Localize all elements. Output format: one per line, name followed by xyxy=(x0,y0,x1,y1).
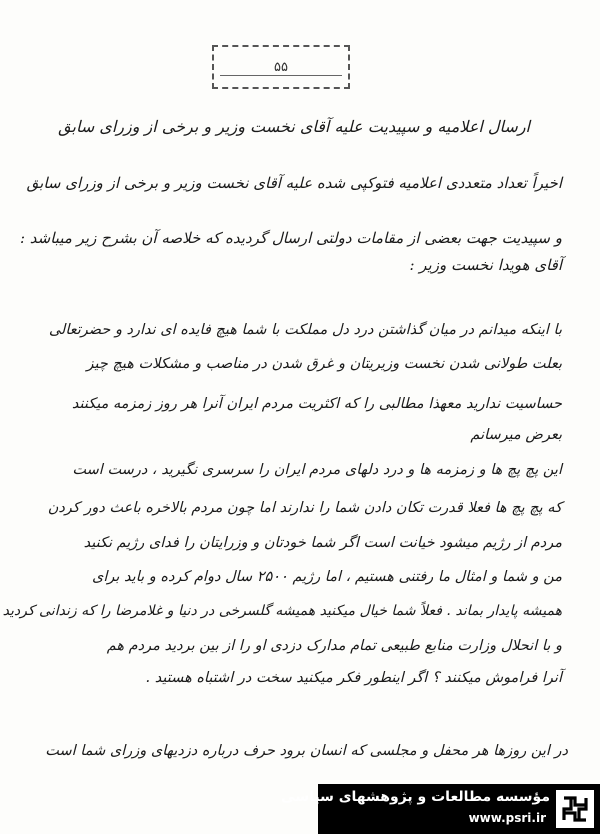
text-line: با اینکه میدانم در میان گذاشتن درد دل مملکت با شما هیچ فایده ای ندارد و حضرتعالی xyxy=(48,322,562,338)
text-line: اخیراً تعداد متعددی اعلامیه فتوکپی شده علیه آقای نخست وزیر و برخی از وزرای سابق xyxy=(26,174,562,192)
text-line: که پچ پچ ها فعلا قدرت تکان دادن شما را ندارند اما چون مردم بالاخره باعث دور کردن xyxy=(47,500,562,516)
text-line: همیشه پایدار بماند . فعلاً شما خیال میکنید همیشه گلسرخی در دنیا و غلامرضا را که زندانی کردید xyxy=(2,603,562,619)
text-line: آقای هویدا نخست وزیر : xyxy=(409,256,562,274)
document-title: ارسال اعلامیه و سپیدیت علیه آقای نخست وزیر و برخی از وزرای سابق xyxy=(58,117,530,136)
text-line: آنرا فراموش میکنند ؟ اگر اینطور فکر میکنید سخت در اشتباه هستید . xyxy=(145,670,562,686)
organization-url: www.psri.ir xyxy=(468,811,546,825)
watermark-footer xyxy=(281,784,600,834)
text-line: مردم از رژیم میشود خیانت است اگر شما خودتان و وزرایتان را فدای رژیم نکنید xyxy=(83,535,562,551)
text-line: من و شما و امثال ما رفتنی هستیم ، اما رژیم ۲۵۰۰ سال دوام کرده و باید برای xyxy=(92,569,562,585)
stamp-text: ۵۵ xyxy=(274,59,288,75)
page-number-stamp xyxy=(212,45,350,89)
text-line: بعلت طولانی شدن نخست وزیریتان و غرق شدن در مناصب و مشکلات هیچ چیز xyxy=(86,356,562,372)
organization-name: مؤسسه مطالعات و پژوهشهای سیاسی xyxy=(281,789,550,805)
psri-logo-icon xyxy=(556,790,594,828)
text-line: در این روزها هر محفل و مجلسی که انسان برود حرف درباره دزدیهای وزرای شما است xyxy=(45,743,568,759)
text-line: این پچ پچ ها و زمزمه ها و درد دلهای مردم ایران را سرسری نگیرید ، درست است xyxy=(72,462,562,478)
text-line: و با انحلال وزارت منابع طبیعی تمام مدارک دزدی او را از بین بردید مردم هم xyxy=(106,638,562,654)
text-line: و سپیدیت جهت بعضی از مقامات دولتی ارسال گردیده که خلاصه آن بشرح زیر میباشد : xyxy=(19,229,562,247)
text-line: بعرض میرسانم xyxy=(470,427,562,443)
text-line: حساسیت ندارید معهذا مطالبی را که اکثریت مردم ایران آنرا هر روز زمزمه میکنند xyxy=(71,396,562,412)
